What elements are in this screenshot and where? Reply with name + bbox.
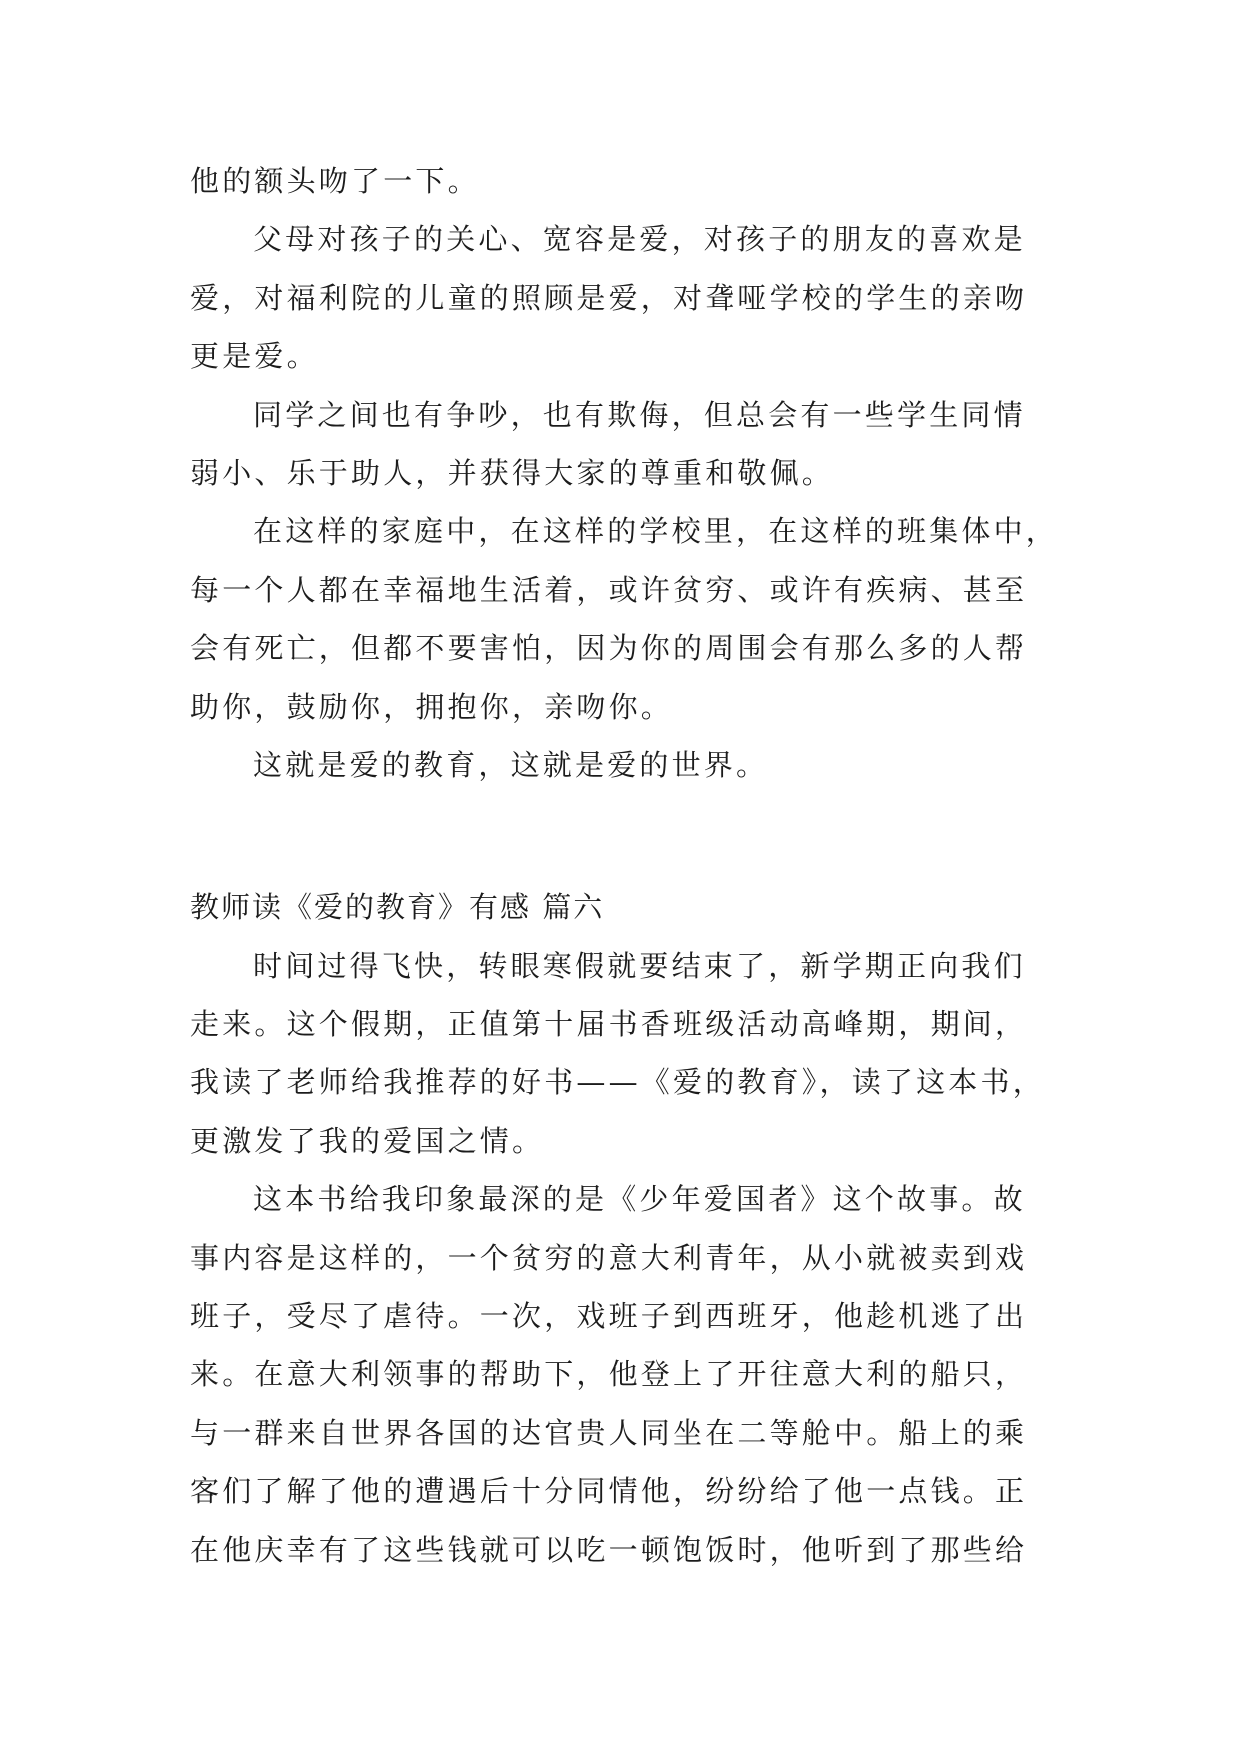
paragraph-line: 每一个人都在幸福地生活着，或许贫穷、或许有疾病、甚至 — [190, 572, 1028, 607]
document-body — [190, 152, 1059, 1579]
paragraph-line: 更激发了我的爱国之情。 — [190, 1123, 545, 1158]
paragraph-line: 事内容是这样的，一个贫穷的意大利青年，从小就被卖到戏 — [190, 1240, 1028, 1275]
paragraph-line: 与一群来自世界各国的达官贵人同坐在二等舱中。船上的乘 — [190, 1415, 1028, 1450]
paragraph-line: 弱小、乐于助人，并获得大家的尊重和敬佩。 — [190, 455, 835, 490]
paragraph-line: 走来。这个假期，正值第十届书香班级活动高峰期，期间， — [190, 1007, 1028, 1042]
paragraph-line: 他的额头吻了一下。 — [190, 164, 480, 198]
paragraph-line: 时间过得飞快，转眼寒假就要结束了，新学期正向我们 — [253, 948, 1026, 983]
paragraph-line: 在这样的家庭中，在这样的学校里，在这样的班集体中， — [253, 514, 1059, 549]
paragraph-line: 这就是爱的教育，这就是爱的世界。 — [253, 747, 769, 782]
paragraph-line: 这本书给我印象最深的是《少年爱国者》这个故事。故 — [253, 1182, 1026, 1217]
paragraph-line: 父母对孩子的关心、宽容是爱，对孩子的朋友的喜欢是 — [253, 222, 1026, 257]
paragraph-line: 在他庆幸有了这些钱就可以吃一顿饱饭时，他听到了那些给 — [190, 1532, 1028, 1567]
paragraph-line: 更是爱。 — [190, 339, 319, 374]
paragraph-line: 客们了解了他的遭遇后十分同情他，纷纷给了他一点钱。正 — [190, 1474, 1028, 1509]
paragraph-line: 我读了老师给我推荐的好书——《爱的教育》，读了这本书， — [190, 1065, 1045, 1100]
paragraph-line: 来。在意大利领事的帮助下，他登上了开往意大利的船只， — [190, 1357, 1028, 1392]
paragraph-line: 班子，受尽了虐待。一次，戏班子到西班牙，他趁机逃了出 — [190, 1299, 1028, 1334]
paragraph-line: 爱，对福利院的儿童的照顾是爱，对聋哑学校的学生的亲吻 — [190, 280, 1028, 315]
section-gap — [190, 794, 1052, 878]
paragraph-line: 同学之间也有争吵，也有欺侮，但总会有一些学生同情 — [253, 397, 1026, 432]
paragraph-line: 会有死亡，但都不要害怕，因为你的周围会有那么多的人帮 — [190, 631, 1028, 666]
paragraph-line: 助你，鼓励你，拥抱你，亲吻你。 — [190, 689, 674, 724]
section-heading: 教师读《爱的教育》有感 篇六 — [190, 890, 605, 925]
